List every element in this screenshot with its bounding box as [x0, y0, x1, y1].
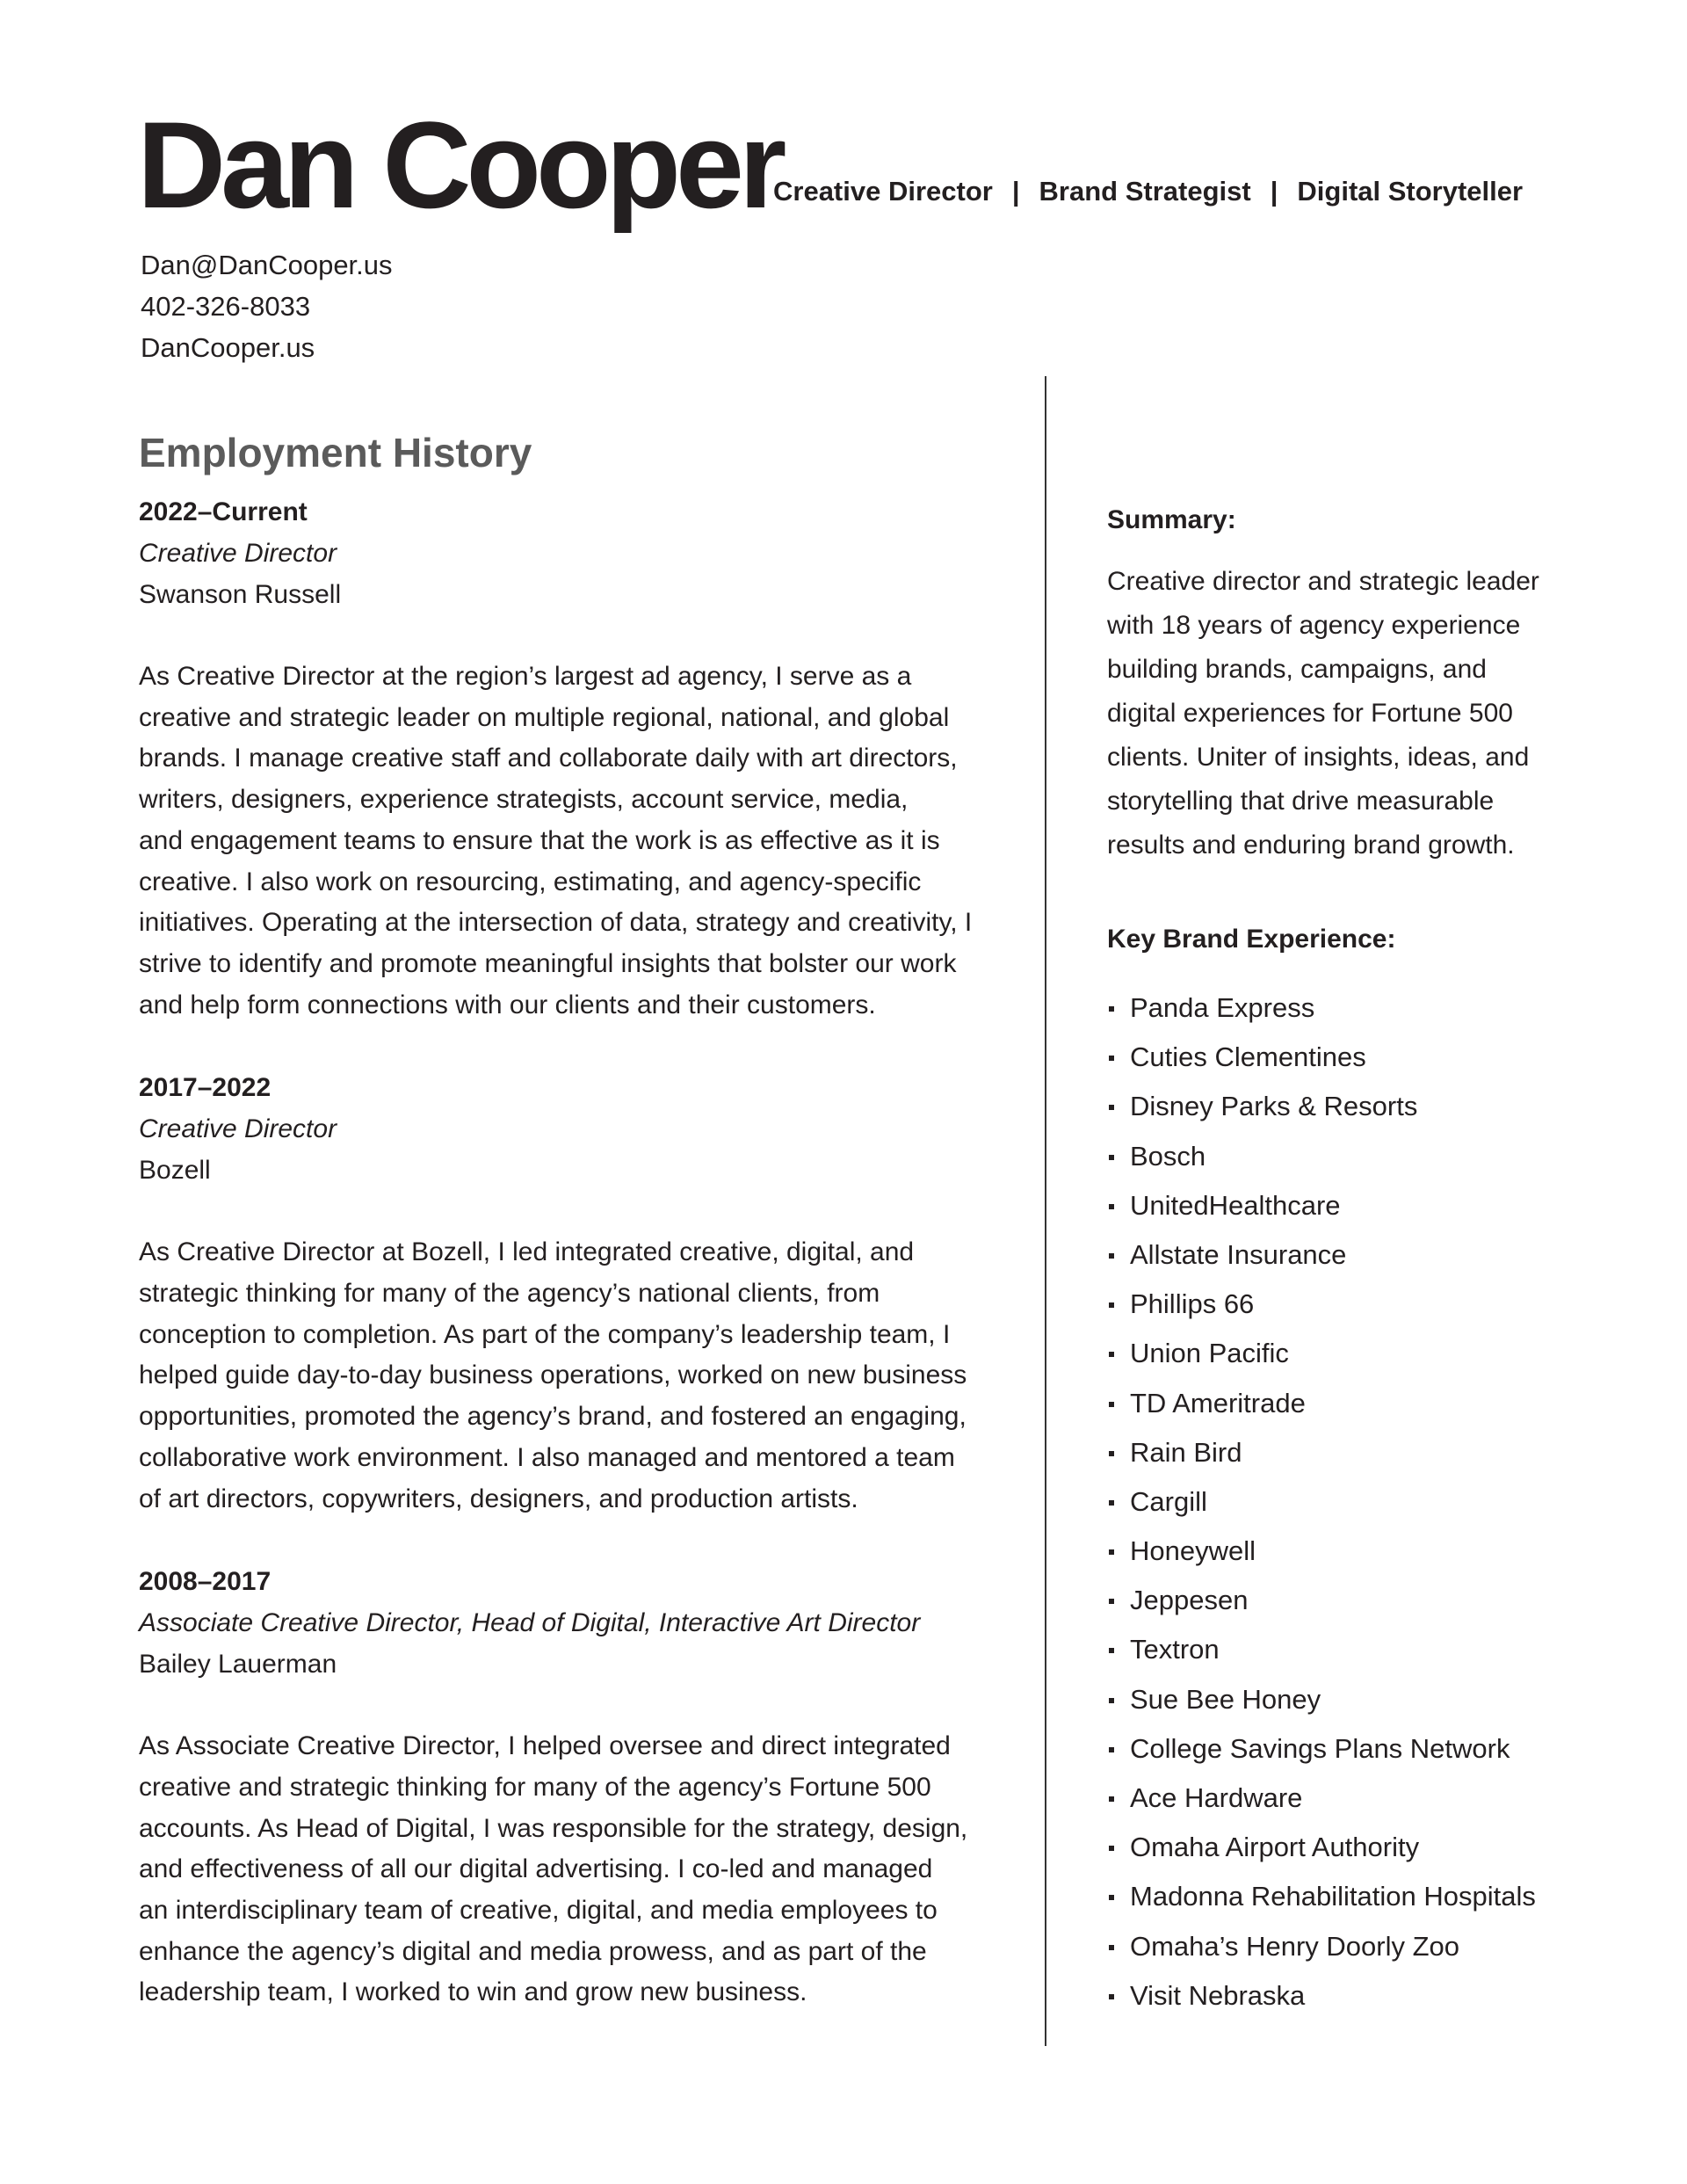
desc-line: an interdisciplinary team of creative, digital, and media employees to: [139, 1896, 938, 1926]
list-item: [1107, 1280, 1652, 1329]
desc-line: leadership team, I worked to win and grow new business.: [139, 1977, 807, 2007]
desc-line: creative. I also work on resourcing, estimating, and agency-specific: [139, 867, 922, 896]
brand-name: College Savings Plans Network: [1130, 1732, 1510, 1764]
brand-name: Disney Parks & Resorts: [1130, 1091, 1418, 1122]
desc-line: brands. I manage creative staff and collaborate daily with art directors,: [139, 744, 958, 773]
bullet-icon: [1109, 1006, 1114, 1012]
brand-name: Honeywell: [1130, 1535, 1256, 1567]
brand-name: Phillips 66: [1130, 1288, 1255, 1320]
summary-line: results and enduring brand growth.: [1107, 831, 1515, 860]
contact-info: [141, 244, 393, 368]
candidate-name: Dan Cooper: [137, 96, 782, 234]
column-divider: [1045, 376, 1046, 2046]
job-years: 2008–2017: [139, 1567, 272, 1597]
brand-name: Cuties Clementines: [1130, 1041, 1366, 1073]
desc-line: opportunities, promoted the agency’s brand, and fostered an engaging,: [139, 1402, 967, 1432]
section-title: Employment History: [139, 430, 532, 475]
bullet-icon: [1109, 1796, 1114, 1802]
brand-name: TD Ameritrade: [1130, 1387, 1306, 1419]
list-item: [1107, 1477, 1652, 1527]
list-item: [1107, 983, 1652, 1033]
desc-line: enhance the agency’s digital and media prowess, and as part of the: [139, 1936, 927, 1966]
summary-line: with 18 years of agency experience: [1107, 611, 1521, 640]
professional-titles: [773, 176, 1523, 207]
bullet-icon: [1109, 1648, 1114, 1653]
desc-line: and help form connections with our clients and their customers.: [139, 990, 876, 1019]
bullet-icon: [1109, 1302, 1114, 1308]
bullet-icon: [1109, 1549, 1114, 1555]
bullet-icon: [1109, 1747, 1114, 1752]
list-item: [1107, 1971, 1652, 2021]
bullet-icon: [1109, 1204, 1114, 1209]
summary-line: building brands, campaigns, and: [1107, 655, 1487, 684]
desc-line: and effectiveness of all our digital advertising. I co-led and managed: [139, 1854, 933, 1884]
list-item: [1107, 1576, 1652, 1625]
sidebar: [1107, 499, 1652, 2021]
brand-name: Jeppesen: [1130, 1585, 1249, 1616]
desc-line: As Creative Director at the region’s largest ad agency, I serve as a: [139, 662, 912, 691]
website-link[interactable]: DanCooper.us: [141, 332, 315, 363]
bullet-icon: [1109, 1253, 1114, 1259]
desc-line: collaborative work environment. I also managed and mentored a team: [139, 1442, 955, 1472]
job-role: Creative Director: [139, 539, 337, 568]
summary-line: Creative director and strategic leader: [1107, 567, 1539, 596]
job-role: Creative Director: [139, 1114, 337, 1144]
desc-line: As Associate Creative Director, I helped oversee and direct integrated: [139, 1731, 951, 1761]
title-digital-storyteller: Digital Storyteller: [1297, 176, 1524, 207]
list-item: [1107, 1625, 1652, 1674]
summary-text: [1107, 560, 1652, 867]
desc-line: accounts. As Head of Digital, I was responsible for the strategy, design,: [139, 1813, 968, 1843]
brand-name: Madonna Rehabilitation Hospitals: [1130, 1881, 1536, 1912]
bullet-icon: [1109, 1698, 1114, 1703]
employment-section: [139, 426, 1000, 2055]
bullet-icon: [1109, 1500, 1114, 1506]
desc-line: of art directors, copywriters, designers, and production artists.: [139, 1484, 858, 1513]
bullet-icon: [1109, 1451, 1114, 1456]
summary-line: digital experiences for Fortune 500: [1107, 699, 1513, 728]
list-item: [1107, 1527, 1652, 1576]
bullet-icon: [1109, 1599, 1114, 1604]
desc-line: strategic thinking for many of the agency’s national clients, from: [139, 1279, 880, 1309]
desc-line: initiatives. Operating at the intersection of data, strategy and creativity, I: [139, 908, 973, 938]
list-item: [1107, 1675, 1652, 1724]
desc-line: and engagement teams to ensure that the work is as effective as it is: [139, 825, 940, 855]
brand-name: UnitedHealthcare: [1130, 1189, 1341, 1221]
brand-name: Union Pacific: [1130, 1338, 1289, 1369]
phone-number[interactable]: 402-326-8033: [141, 291, 311, 322]
brand-name: Omaha Airport Authority: [1130, 1832, 1420, 1863]
list-item: [1107, 1230, 1652, 1280]
job-role: Associate Creative Director, Head of Digital, Interactive Art Director: [139, 1608, 921, 1638]
list-item: [1107, 1329, 1652, 1378]
title-creative-director: Creative Director: [773, 176, 993, 207]
brand-name: Bosch: [1130, 1140, 1206, 1172]
brand-name: Rain Bird: [1130, 1436, 1242, 1468]
job-entry: [139, 1561, 1000, 2013]
brand-list: [1107, 983, 1652, 2021]
bullet-icon: [1109, 1105, 1114, 1110]
desc-line: writers, designers, experience strategists, account service, media,: [139, 785, 909, 815]
bullet-icon: [1109, 1945, 1114, 1950]
desc-line: strive to identify and promote meaningful insights that bolster our work: [139, 948, 957, 978]
job-years: 2022–Current: [139, 497, 308, 526]
title-separator: |: [1270, 176, 1278, 207]
bullet-icon: [1109, 1056, 1114, 1061]
list-item: [1107, 1872, 1652, 1921]
job-years: 2017–2022: [139, 1073, 272, 1103]
list-item: [1107, 1181, 1652, 1230]
job-company: Bozell: [139, 1156, 211, 1186]
list-item: [1107, 1379, 1652, 1428]
title-separator: |: [1011, 176, 1020, 207]
desc-line: creative and strategic leader on multiple regional, national, and global: [139, 702, 950, 732]
job-description: [139, 1726, 1000, 2013]
bullet-icon: [1109, 1895, 1114, 1900]
desc-line: creative and strategic thinking for many of the agency’s Fortune 500: [139, 1772, 931, 1802]
job-company: Bailey Lauerman: [139, 1650, 337, 1680]
list-item: [1107, 1922, 1652, 1971]
desc-line: conception to completion. As part of the company’s leadership team, I: [139, 1319, 951, 1349]
bullet-icon: [1109, 1352, 1114, 1357]
email-link[interactable]: Dan@DanCooper.us: [141, 250, 393, 280]
list-item: [1107, 1823, 1652, 1872]
summary-line: clients. Uniter of insights, ideas, and: [1107, 743, 1530, 772]
job-description: [139, 657, 1000, 1026]
key-brands-title: Key Brand Experience:: [1107, 925, 1396, 954]
brand-name: Textron: [1130, 1634, 1220, 1665]
list-item: [1107, 1774, 1652, 1823]
brand-name: Omaha’s Henry Doorly Zoo: [1130, 1930, 1460, 1962]
brand-name: Ace Hardware: [1130, 1782, 1303, 1813]
bullet-icon: [1109, 1155, 1114, 1160]
list-item: [1107, 1082, 1652, 1131]
bullet-icon: [1109, 1994, 1114, 1999]
list-item: [1107, 1033, 1652, 1082]
brand-name: Visit Nebraska: [1130, 1979, 1306, 2011]
list-item: [1107, 1724, 1652, 1774]
brand-name: Panda Express: [1130, 992, 1315, 1023]
brand-name: Sue Bee Honey: [1130, 1683, 1321, 1715]
list-item: [1107, 1132, 1652, 1181]
job-company: Swanson Russell: [139, 580, 342, 609]
job-entry: [139, 491, 1000, 1026]
bullet-icon: [1109, 1846, 1114, 1851]
summary-title: Summary:: [1107, 505, 1236, 534]
brand-name: Allstate Insurance: [1130, 1238, 1347, 1270]
title-brand-strategist: Brand Strategist: [1039, 176, 1251, 207]
summary-line: storytelling that drive measurable: [1107, 787, 1495, 816]
job-description: [139, 1232, 1000, 1520]
job-entry: [139, 1067, 1000, 1520]
list-item: [1107, 1428, 1652, 1477]
desc-line: helped guide day-to-day business operations, worked on new business: [139, 1360, 967, 1390]
brand-name: Cargill: [1130, 1485, 1207, 1517]
desc-line: As Creative Director at Bozell, I led integrated creative, digital, and: [139, 1237, 915, 1267]
bullet-icon: [1109, 1402, 1114, 1407]
